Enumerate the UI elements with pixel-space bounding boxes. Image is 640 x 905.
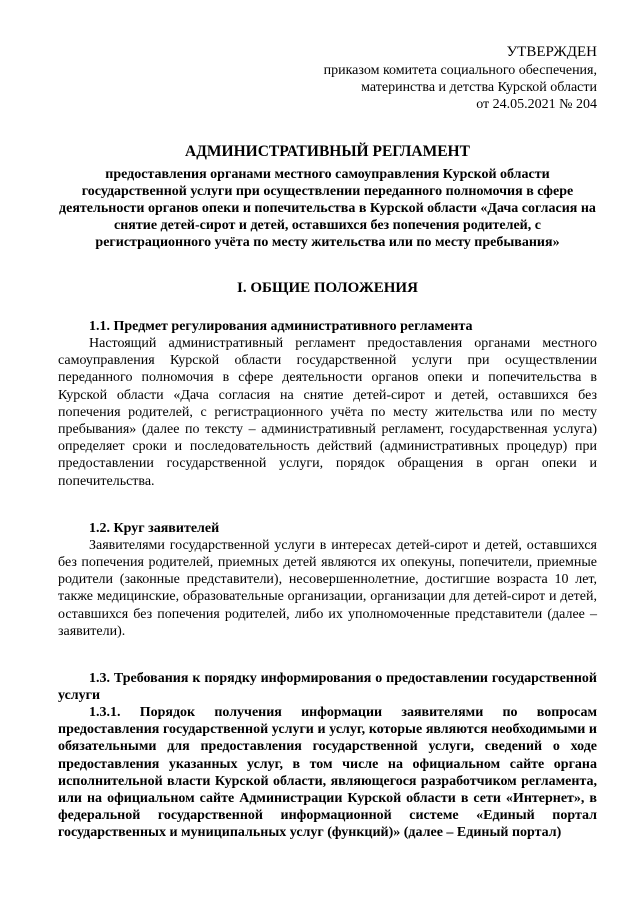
document-page [58, 44, 597, 842]
paragraph: Заявителями государственной услуги в интересах детей-сирот и детей, оставшихся без попечения родителей, приемных детей являются их опекуны, попечители, приемные родители (законные представители), несовершеннолетние, достигшие возраста 10 лет, также медицинские, образовательные организации, организации для детей-сирот и детей, оставшихся без попечения родителей, либо их уполномоченные представители (далее – заявители). [58, 537, 597, 639]
subsection-heading: 1.1. Предмет регулирования административного регламента [89, 319, 473, 334]
approval-heading: УТВЕРЖДЕН [506, 44, 597, 60]
subsection-heading: 1.3. Требования к порядку информирования о предоставлении государственной услуги [58, 671, 597, 704]
paragraph: 1.3.1. Порядок получения информации заявителями по вопросам предоставления государственной услуги и услуг, которые являются необходимыми и обязательными для предоставления государственной услуги, сведений о ходе предоставления указанных услуг, в том числе на официальном сайте органа исполнительной власти Курской области, являющегося разработчиком регламента, или на официальном сайте Администрации Курской области в сети «Интернет», в федеральной государственной информационной системе «Единый портал государственных и муниципальных услуг (функций)» (далее – Единый портал) [58, 705, 597, 841]
document-subtitle: предоставления органами местного самоуправления Курской области государственной услуги при осуществлении переданного полномочия в сфере деятельности органов опеки и попечительства в Курской области «Дача согласия на снятие детей-сирот и детей, оставшихся без попечения родителей, с регистрационного учёта по месту жительства или по месту пребывания» [59, 167, 596, 250]
approval-line: приказом комитета социального обеспечения, [323, 63, 597, 78]
approval-line: материнства и детства Курской области [361, 80, 597, 95]
approval-date: от 24.05.2021 № 204 [476, 97, 597, 112]
subsection-heading: 1.2. Круг заявителей [89, 520, 220, 536]
document-title: АДМИНИСТРАТИВНЫЙ РЕГЛАМЕНТ [185, 143, 470, 160]
section-heading: I. ОБЩИЕ ПОЛОЖЕНИЯ [237, 280, 418, 296]
approval-block [58, 44, 597, 113]
paragraph: Настоящий административный регламент предоставления органами местного самоуправления Курской области государственной услуги при осуществлении переданного полномочия в сфере деятельности органов опеки и попечительства в Курской области «Дача согласия на снятие детей-сирот и детей, оставшихся без попечения родителей, с регистрационного учёта по месту жительства или по месту пребывания» (далее по тексту – административный регламент, государственная услуга) определяет сроки и последовательность действий (административных процедур) при предоставлении государственной услуги, порядок обращения в орган опеки и попечительства. [58, 336, 597, 489]
